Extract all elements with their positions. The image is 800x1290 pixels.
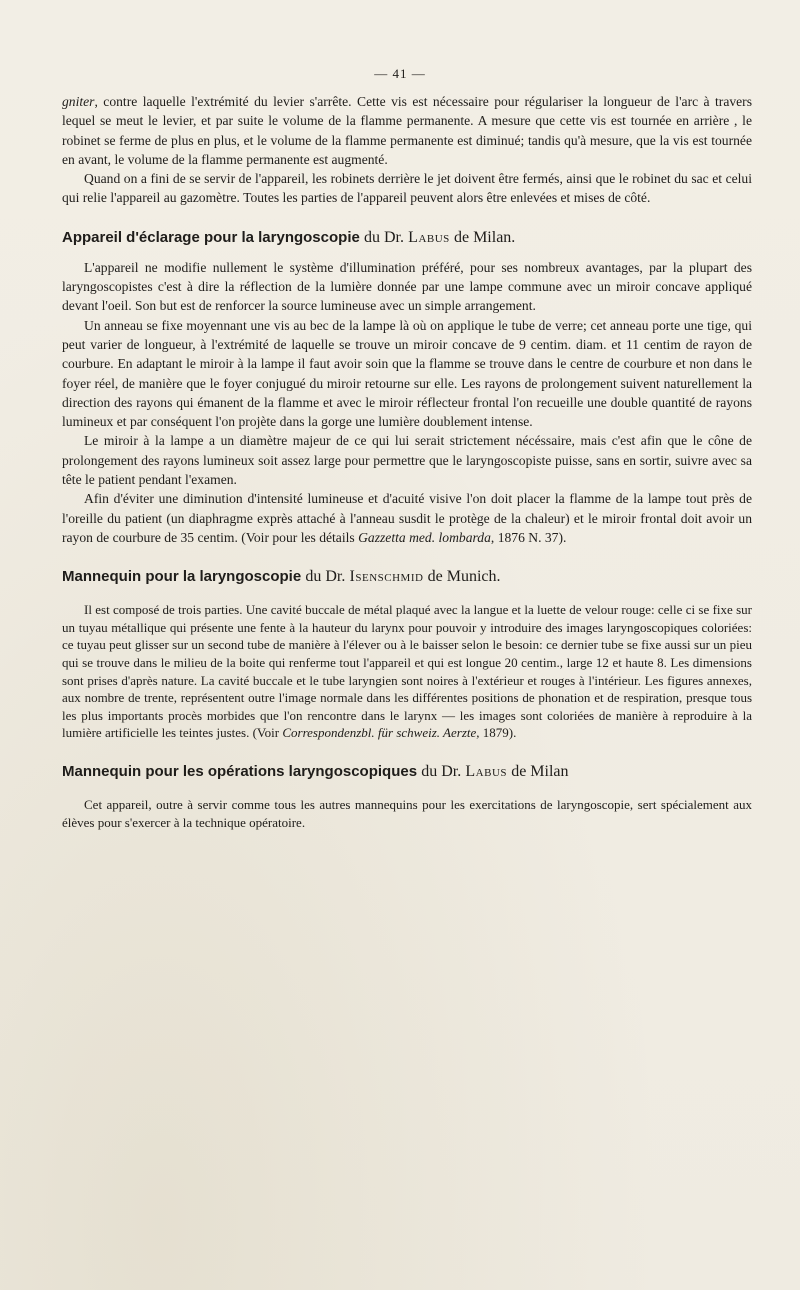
journal-citation: Gazzetta med. lombarda xyxy=(358,529,491,545)
journal-citation: Correspondenzbl. für schweiz. Aerzte, xyxy=(282,725,480,741)
section1-paragraph-3: Le miroir à la lampe a un diamètre majeur de ce qui lui serait strictement nécéssaire, mais c'est afin que le cône de prolongement des rayons lumineux soit assez large pour permettre que le laryngoscopiste puisse, sans en sortir, suivre avec sa tête le patient pendant l'examen. xyxy=(62,433,752,488)
intro-paragraph-1-text: , contre laquelle l'extrémité du levier s'arrête. Cette vis est nécessaire pour régulariser la longueur de l'arc à travers lequel se meut le levier, et par suite le volume de la flamme permanente. A mesure que cette vis est tournée en arrière , le robinet se ferme de plus en plus, et le volume de la flamme permanente est diminué; tandis qu'à mesure, que la vis est tournée en avant, le volume de la flamme permanente est augmenté. xyxy=(62,94,752,167)
section2-paragraph-1: Il est composé de trois parties. Une cavité buccale de métal plaqué avec la langue et la luette de velour rouge: celle ci se fixe sur un tuyau métallique qui présente une fente à la hauteur du larynx pour pouvoir y introduire des images laryngoscopiques coloriées: ce tuyau peut glisser sur un second tube de manière à l'élever ou à le baisser selon le besoin: ce dernier tube se fixe aussi sur un pieu qui se trouve dans le milieu de la boite qui renferme tout l'appareil et qui est longue 20 centim., large 12 et haute 8. Les dimensions sont prises d'après nature. La cavité buccale et le tube laryngien sont noires à l'extérieur et rouges à l'intérieur. Les figures annexes, aux nombre de trente, représentent outre l'image normale dans les différentes positions de phonation et de respiration, presque tous les plus importants procès morbides que l'on rencontre dans le larynx — les images sont coloriées de manière à reproduire à la lumière artificielle les teintes justes. (Voir Correspondenzbl. für schweiz. Aerzte, 1879). xyxy=(62,602,752,741)
section1-paragraph-4: Afin d'éviter une diminution d'intensité lumineuse et d'acuité visive l'on doit placer la flamme de la lampe tout près de l'oreille du patient (un diaphragme exprès attaché à l'anneau susdit le protège de la chaleur) et le miroir frontal doit avoir un rayon de courbure de 35 centim. (Voir pour les détails Gazzetta med. lombarda, 1876 N. 37). xyxy=(62,491,752,545)
section3-paragraph-1: Cet appareil, outre à servir comme tous les autres mannequins pour les exercitations de laryngoscopie, sert spécialement aux élèves pour s'exercer à la technique opératoire. xyxy=(62,796,752,830)
section-heading-labus-mannequin: Mannequin pour les opérations laryngoscopiques du Dr. Labus de Milan xyxy=(62,762,569,780)
section-heading-bold: Mannequin pour la laryngoscopie xyxy=(62,568,302,586)
section-heading-bold: Mannequin pour les opérations laryngoscopiques xyxy=(62,762,418,780)
section-heading-bold: Appareil d'éclarage pour la laryngoscopie xyxy=(62,228,360,246)
page-content xyxy=(62,92,752,831)
author-name: Isenschmid xyxy=(349,568,424,586)
author-name: Labus xyxy=(408,228,450,246)
page-number: — 41 — xyxy=(374,66,426,81)
intro-continued-word: gniter xyxy=(62,94,95,109)
section-heading-isenschmid-mannequin: Mannequin pour la laryngoscopie du Dr. Isenschmid de Munich. xyxy=(62,568,501,586)
intro-paragraph-2: Quand on a fini de se servir de l'appareil, les robinets derrière le jet doivent être fermés, ainsi que le robinet du sac et celui qui relie l'appareil au gazomètre. Toutes les parties de l'appareil peuvent alors être enlevées et mises de côté. xyxy=(62,171,752,206)
author-name: Labus xyxy=(465,762,508,780)
section1-paragraph-2: Un anneau se fixe moyennant une vis au bec de la lampe là où on applique le tube de verre; cet anneau porte une tige, qui peut varier de longueur, à l'extrémité de laquelle se trouve un miroir concave de 9 centim. diam. et 11 centim de rayon de courbure. En adaptant le miroir à la lampe il faut avoir soin que la flamme se trouve dans le centre de courbure et non dans le foyer réel, de manière que le foyer conjugué du miroir retourne sur elle. Les rayons de prolongement suivent naturellement la direction des rayons qui émanent de la flamme et avec le miroir réflecteur frontal l'on recueille une double quantité de rayons lumineux et par conséquent l'on projète dans la gorge une lumière doublement intense. xyxy=(62,317,752,430)
section1-paragraph-1: L'appareil ne modifie nullement le système d'illumination préféré, pour ses nombreux avantages, par la plupart des laryngoscopistes c'est à dire la réflection de la lumière donnée par une lampe commune avec un miroir concave appliqué devant l'oeil. Son but est de renforcer la source lumineuse avec un simple arrangement. xyxy=(62,259,752,314)
section-heading-labus-lighting: Appareil d'éclarage pour la laryngoscopie du Dr. Labus de Milan. xyxy=(62,228,516,246)
intro-paragraph-1 xyxy=(62,92,752,169)
